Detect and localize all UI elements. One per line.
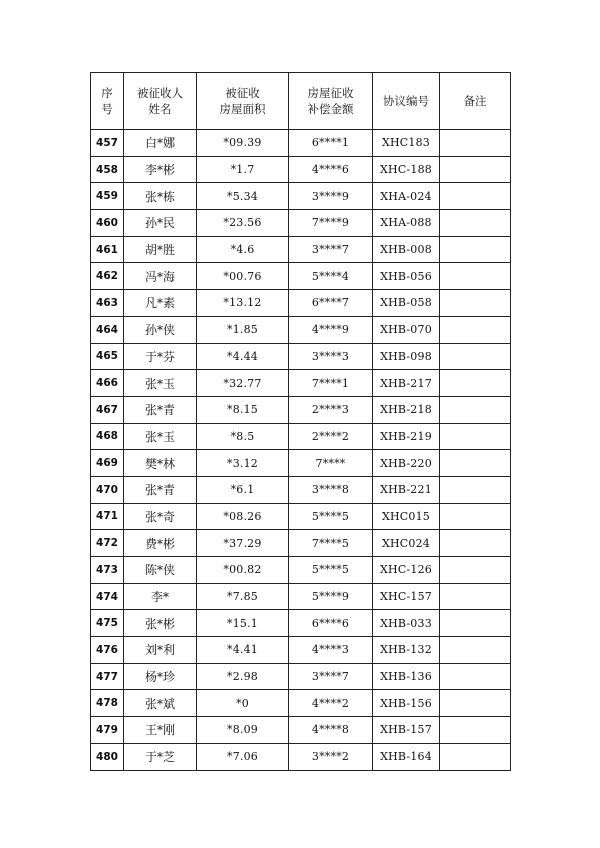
cell-index: 459 [91, 183, 124, 210]
cell-remark [440, 583, 511, 610]
cell-name: 白*娜 [124, 130, 197, 157]
cell-name: 冯*海 [124, 263, 197, 290]
cell-remark [440, 637, 511, 664]
table-row [91, 637, 511, 664]
cell-index: 471 [91, 503, 124, 530]
cell-index: 472 [91, 530, 124, 557]
header-area-line1: 被征收 [225, 86, 260, 100]
table-row [91, 130, 511, 157]
cell-amount: 4****3 [289, 637, 373, 664]
table-row [91, 396, 511, 423]
table-row [91, 370, 511, 397]
cell-name: 樊*林 [124, 450, 197, 477]
cell-area: *32.77 [197, 370, 289, 397]
cell-area: *4.44 [197, 343, 289, 370]
cell-amount: 7****1 [289, 370, 373, 397]
table-row [91, 236, 511, 263]
cell-amount: 2****3 [289, 396, 373, 423]
cell-index: 466 [91, 370, 124, 397]
cell-amount: 6****1 [289, 130, 373, 157]
cell-agreement: XHB-132 [373, 637, 440, 664]
cell-name: 张*彬 [124, 610, 197, 637]
cell-index: 463 [91, 290, 124, 317]
cell-name: 王*刚 [124, 717, 197, 744]
cell-amount: 5****4 [289, 263, 373, 290]
cell-remark [440, 343, 511, 370]
cell-name: 于*芬 [124, 343, 197, 370]
cell-agreement: XHB-008 [373, 236, 440, 263]
cell-name: 张*斌 [124, 690, 197, 717]
cell-name: 凡*素 [124, 290, 197, 317]
cell-name: 孙*民 [124, 210, 197, 237]
cell-agreement: XHC024 [373, 530, 440, 557]
cell-area: *00.82 [197, 557, 289, 584]
cell-amount: 3****7 [289, 663, 373, 690]
cell-name: 陈*侠 [124, 557, 197, 584]
cell-agreement: XHA-024 [373, 183, 440, 210]
header-amount-line2: 补偿金额 [307, 102, 354, 116]
header-area-line2: 房屋面积 [219, 102, 266, 116]
cell-index: 474 [91, 583, 124, 610]
cell-area: *0 [197, 690, 289, 717]
cell-agreement: XHB-164 [373, 743, 440, 770]
cell-index: 477 [91, 663, 124, 690]
header-row [91, 73, 511, 130]
cell-remark [440, 183, 511, 210]
table-row [91, 610, 511, 637]
cell-remark [440, 717, 511, 744]
table-row [91, 476, 511, 503]
cell-agreement: XHC015 [373, 503, 440, 530]
cell-area: *8.5 [197, 423, 289, 450]
cell-name: 费*彬 [124, 530, 197, 557]
table-row [91, 423, 511, 450]
table-row [91, 290, 511, 317]
cell-agreement: XHB-221 [373, 476, 440, 503]
table-row [91, 263, 511, 290]
cell-name: 张*栋 [124, 183, 197, 210]
table-row [91, 530, 511, 557]
compensation-table [90, 72, 511, 771]
table-row [91, 316, 511, 343]
header-name [124, 73, 197, 130]
cell-area: *15.1 [197, 610, 289, 637]
cell-agreement: XHB-136 [373, 663, 440, 690]
table-row [91, 717, 511, 744]
cell-agreement: XHB-033 [373, 610, 440, 637]
cell-index: 470 [91, 476, 124, 503]
cell-index: 464 [91, 316, 124, 343]
cell-index: 461 [91, 236, 124, 263]
cell-area: *7.06 [197, 743, 289, 770]
table-row [91, 156, 511, 183]
cell-remark [440, 743, 511, 770]
cell-amount: 6****7 [289, 290, 373, 317]
header-index-line1: 序 [101, 86, 113, 100]
cell-area: *00.76 [197, 263, 289, 290]
table-row [91, 743, 511, 770]
cell-amount: 7****9 [289, 210, 373, 237]
cell-remark [440, 290, 511, 317]
cell-name: 张*玉 [124, 423, 197, 450]
header-name-line2: 姓名 [148, 102, 172, 116]
cell-agreement: XHB-156 [373, 690, 440, 717]
cell-amount: 6****6 [289, 610, 373, 637]
cell-name: 张*奇 [124, 503, 197, 530]
cell-remark [440, 690, 511, 717]
table-row [91, 503, 511, 530]
cell-amount: 3****7 [289, 236, 373, 263]
table-row [91, 343, 511, 370]
cell-name: 于*芝 [124, 743, 197, 770]
cell-index: 458 [91, 156, 124, 183]
cell-agreement: XHB-058 [373, 290, 440, 317]
cell-remark [440, 503, 511, 530]
cell-agreement: XHC-157 [373, 583, 440, 610]
cell-amount: 3****3 [289, 343, 373, 370]
cell-amount: 3****8 [289, 476, 373, 503]
cell-area: *2.98 [197, 663, 289, 690]
table-header [91, 73, 511, 130]
cell-amount: 4****8 [289, 717, 373, 744]
cell-area: *7.85 [197, 583, 289, 610]
cell-area: *13.12 [197, 290, 289, 317]
cell-area: *4.41 [197, 637, 289, 664]
cell-area: *8.15 [197, 396, 289, 423]
cell-remark [440, 610, 511, 637]
header-name-line1: 被征收人 [137, 86, 183, 100]
cell-name: 胡*胜 [124, 236, 197, 263]
cell-area: *6.1 [197, 476, 289, 503]
cell-area: *09.39 [197, 130, 289, 157]
cell-area: *08.26 [197, 503, 289, 530]
cell-agreement: XHC183 [373, 130, 440, 157]
cell-name: 张*玉 [124, 370, 197, 397]
cell-name: 刘*利 [124, 637, 197, 664]
cell-index: 468 [91, 423, 124, 450]
cell-remark [440, 476, 511, 503]
cell-amount: 7****5 [289, 530, 373, 557]
cell-index: 469 [91, 450, 124, 477]
header-index-line2: 号 [101, 102, 113, 116]
cell-remark [440, 396, 511, 423]
cell-area: *37.29 [197, 530, 289, 557]
cell-amount: 5****9 [289, 583, 373, 610]
table-row [91, 690, 511, 717]
cell-remark [440, 210, 511, 237]
cell-index: 478 [91, 690, 124, 717]
cell-name: 张*青 [124, 396, 197, 423]
cell-remark [440, 557, 511, 584]
cell-agreement: XHB-218 [373, 396, 440, 423]
cell-agreement: XHB-070 [373, 316, 440, 343]
cell-amount: 2****2 [289, 423, 373, 450]
cell-remark [440, 316, 511, 343]
cell-index: 467 [91, 396, 124, 423]
cell-remark [440, 450, 511, 477]
cell-remark [440, 663, 511, 690]
cell-remark [440, 423, 511, 450]
cell-amount: 4****2 [289, 690, 373, 717]
cell-name: 李* [124, 583, 197, 610]
table-row [91, 183, 511, 210]
cell-index: 462 [91, 263, 124, 290]
table-row [91, 557, 511, 584]
cell-name: 孙*侠 [124, 316, 197, 343]
cell-area: *5.34 [197, 183, 289, 210]
cell-agreement: XHB-157 [373, 717, 440, 744]
cell-agreement: XHB-056 [373, 263, 440, 290]
cell-index: 476 [91, 637, 124, 664]
header-amount [289, 73, 373, 130]
cell-agreement: XHB-098 [373, 343, 440, 370]
cell-remark [440, 263, 511, 290]
cell-remark [440, 130, 511, 157]
cell-index: 465 [91, 343, 124, 370]
cell-amount: 5****5 [289, 557, 373, 584]
table-body [91, 130, 511, 771]
cell-index: 475 [91, 610, 124, 637]
cell-area: *8.09 [197, 717, 289, 744]
cell-index: 473 [91, 557, 124, 584]
table-row [91, 583, 511, 610]
cell-amount: 3****9 [289, 183, 373, 210]
cell-name: 李*彬 [124, 156, 197, 183]
header-remark: 备注 [440, 73, 511, 130]
cell-area: *23.56 [197, 210, 289, 237]
cell-amount: 4****9 [289, 316, 373, 343]
table-row [91, 450, 511, 477]
cell-amount: 3****2 [289, 743, 373, 770]
header-amount-line1: 房屋征收 [307, 86, 354, 100]
cell-name: 张*青 [124, 476, 197, 503]
cell-name: 杨*珍 [124, 663, 197, 690]
header-agreement: 协议编号 [373, 73, 440, 130]
cell-agreement: XHB-217 [373, 370, 440, 397]
cell-remark [440, 370, 511, 397]
cell-index: 460 [91, 210, 124, 237]
cell-amount: 4****6 [289, 156, 373, 183]
cell-index: 480 [91, 743, 124, 770]
cell-agreement: XHB-220 [373, 450, 440, 477]
compensation-table-sheet [90, 72, 510, 771]
cell-area: *1.85 [197, 316, 289, 343]
header-index [91, 73, 124, 130]
cell-area: *4.6 [197, 236, 289, 263]
cell-amount: 7**** [289, 450, 373, 477]
cell-area: *3.12 [197, 450, 289, 477]
table-row [91, 210, 511, 237]
cell-remark [440, 530, 511, 557]
cell-remark [440, 236, 511, 263]
header-area [197, 73, 289, 130]
table-row [91, 663, 511, 690]
cell-agreement: XHB-219 [373, 423, 440, 450]
cell-remark [440, 156, 511, 183]
cell-agreement: XHA-088 [373, 210, 440, 237]
cell-area: *1.7 [197, 156, 289, 183]
cell-amount: 5****5 [289, 503, 373, 530]
cell-index: 479 [91, 717, 124, 744]
cell-agreement: XHC-126 [373, 557, 440, 584]
cell-index: 457 [91, 130, 124, 157]
cell-agreement: XHC-188 [373, 156, 440, 183]
